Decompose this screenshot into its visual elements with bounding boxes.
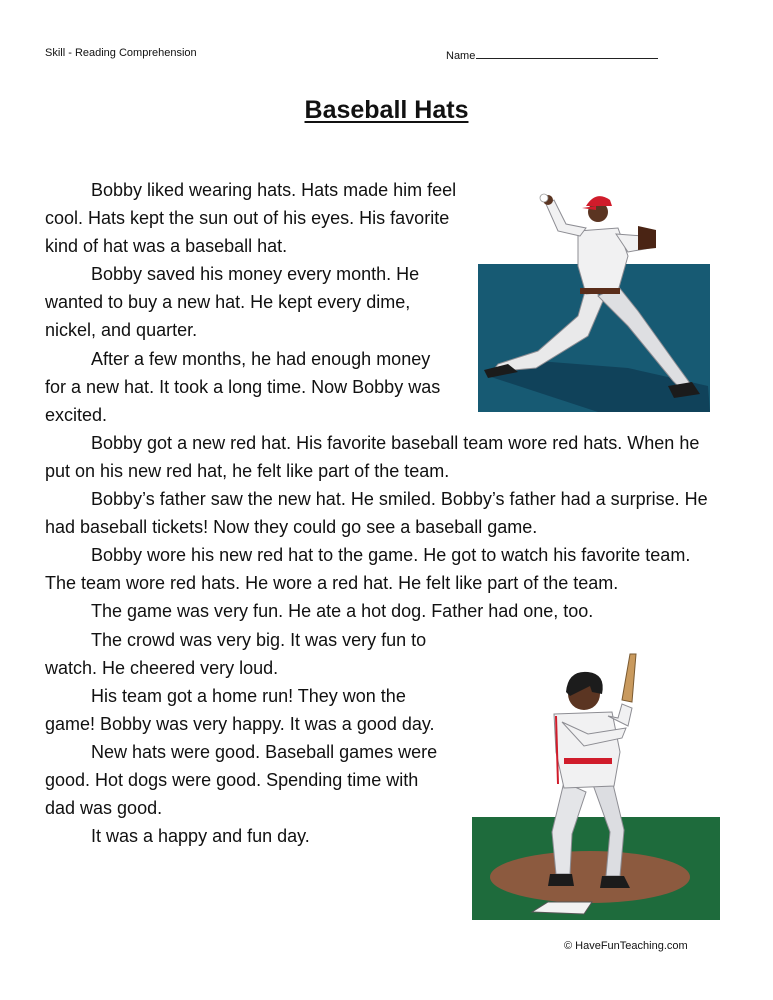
story-line: Bobby’s father saw the new hat. He smiled. Bobby’s father had a surprise. He: [91, 489, 708, 510]
story-line: New hats were good. Baseball games were: [91, 741, 438, 762]
story-line: Bobby got a new red hat. His favorite baseball team wore red hats. When he: [91, 432, 700, 453]
pitcher-illustration: [478, 186, 710, 412]
story-line: put on his new red hat, he felt like part of the team.: [45, 460, 450, 481]
name-field: [446, 47, 658, 62]
story-line: After a few months, he had enough money: [91, 348, 431, 369]
skill-label: Skill - Reading Comprehension: [45, 47, 197, 59]
story-line: for a new hat. It took a long time. Now Bobby was: [45, 376, 441, 397]
story-line: cool. Hats kept the sun out of his eyes. His favorite: [45, 208, 450, 229]
story-line: It was a happy and fun day.: [91, 826, 310, 847]
story-line: had baseball tickets! Now they could go see a baseball game.: [45, 517, 538, 538]
story-line: The game was very fun. He ate a hot dog. Father had one, too.: [91, 601, 594, 622]
story-line: wanted to buy a new hat. He kept every dime,: [45, 292, 411, 313]
name-label: Name: [446, 50, 476, 62]
story-line: dad was good.: [45, 798, 163, 819]
story-line: The team wore red hats. He wore a red hat. He felt like part of the team.: [45, 573, 619, 594]
page-title: Baseball Hats: [304, 96, 469, 124]
story-line: game! Bobby was very happy. It was a good day.: [45, 713, 435, 734]
story-line: Bobby saved his money every month. He: [91, 264, 420, 285]
story-line: nickel, and quarter.: [45, 320, 198, 341]
copyright-footer: © HaveFunTeaching.com: [564, 940, 688, 952]
name-blank-line: [476, 47, 658, 59]
dirt-circle: [490, 851, 690, 903]
story-line: excited.: [45, 404, 108, 425]
red-cap: [586, 196, 612, 206]
story-line: Bobby liked wearing hats. Hats made him feel: [91, 180, 457, 200]
story-line: The crowd was very big. It was very fun to: [91, 629, 427, 650]
story-line: His team got a home run! They won the: [91, 685, 406, 706]
batter-illustration: [472, 652, 720, 920]
story-line: watch. He cheered very loud.: [45, 657, 279, 678]
story-line: good. Hot dogs were good. Spending time with: [45, 769, 419, 790]
story-line: Bobby wore his new red hat to the game. He got to watch his favorite team.: [91, 545, 691, 566]
story-line: kind of hat was a baseball hat.: [45, 236, 288, 257]
